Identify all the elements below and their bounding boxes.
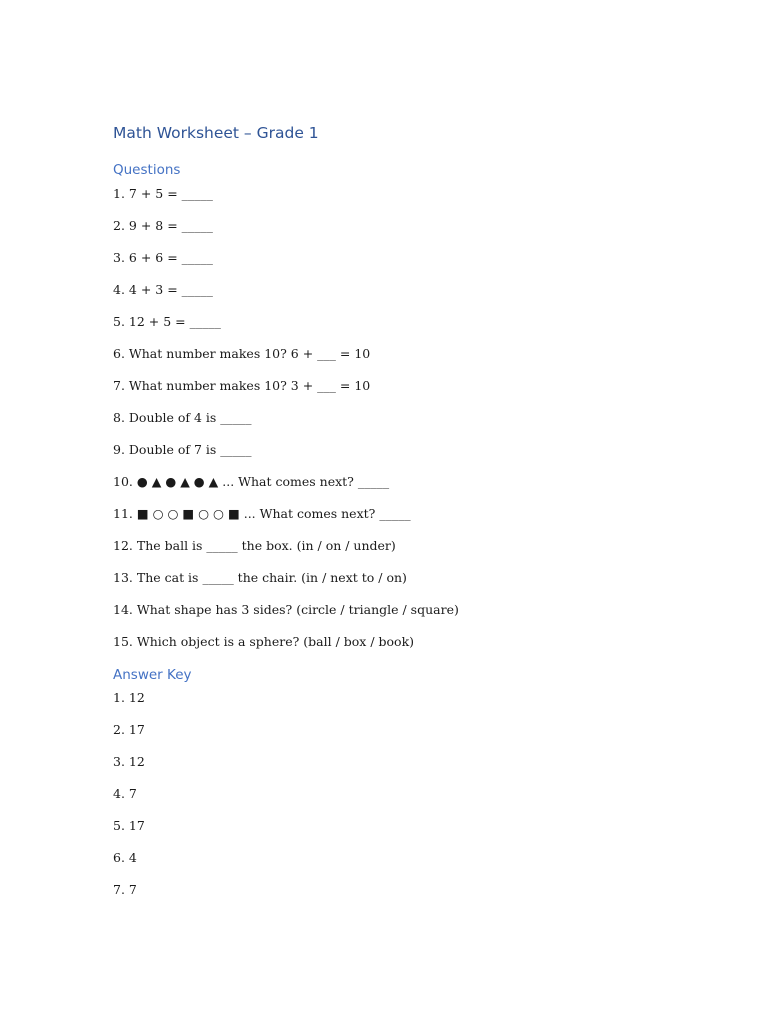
questions-list (113, 186, 459, 666)
answer-item: 5. 17 (113, 818, 145, 833)
question-item: 1. 7 + 5 = _____ (113, 186, 213, 201)
answer-key-list (113, 690, 145, 914)
question-item: 8. Double of 4 is _____ (113, 410, 252, 425)
answer-item: 2. 17 (113, 722, 145, 737)
answer-item: 4. 7 (113, 786, 137, 801)
question-item: 13. The cat is _____ the chair. (in / next to / on) (113, 570, 407, 585)
answer-item: 7. 7 (113, 882, 137, 897)
question-item: 5. 12 + 5 = _____ (113, 314, 221, 329)
question-item: 14. What shape has 3 sides? (circle / triangle / square) (113, 602, 459, 617)
worksheet-title: Math Worksheet – Grade 1 (113, 124, 319, 142)
answer-item: 6. 4 (113, 850, 137, 865)
question-item: 6. What number makes 10? 6 + ___ = 10 (113, 346, 371, 361)
question-item: 9. Double of 7 is _____ (113, 442, 252, 457)
answer-item: 1. 12 (113, 690, 145, 705)
answer-item: 3. 12 (113, 754, 145, 769)
questions-heading: Questions (113, 162, 181, 178)
question-item: 3. 6 + 6 = _____ (113, 250, 213, 265)
question-item: 2. 9 + 8 = _____ (113, 218, 213, 233)
question-item: 12. The ball is _____ the box. (in / on / under) (113, 538, 396, 553)
answer-key-heading: Answer Key (113, 667, 192, 683)
question-item: 7. What number makes 10? 3 + ___ = 10 (113, 378, 371, 393)
question-item: 10. ● ▲ ● ▲ ● ▲ ... What comes next? _____ (113, 474, 390, 489)
question-item: 4. 4 + 3 = _____ (113, 282, 213, 297)
question-item: 15. Which object is a sphere? (ball / box / book) (113, 634, 415, 649)
question-item: 11. ■ ○ ○ ■ ○ ○ ■ ... What comes next? _____ (113, 506, 411, 521)
